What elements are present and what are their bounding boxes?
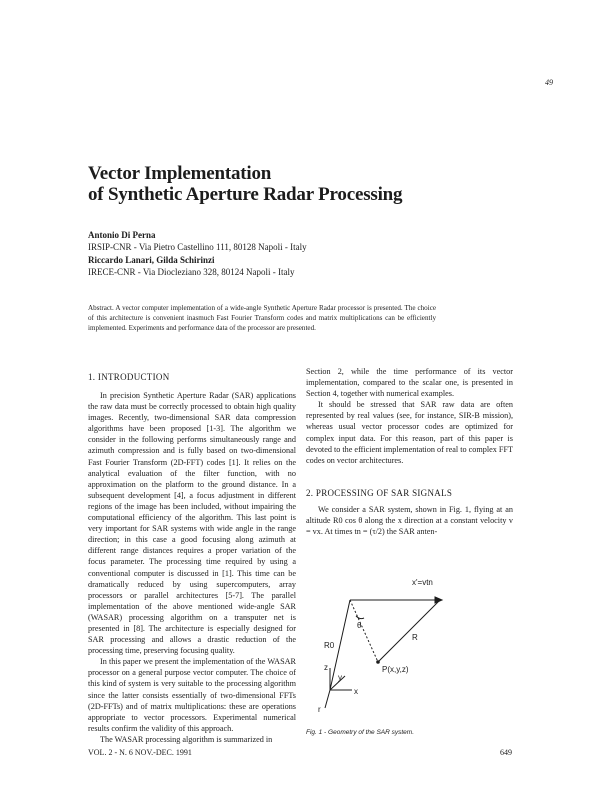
author-affiliation: IRSIP-CNR - Via Pietro Castellino 111, 80128 Napoli - Italy xyxy=(88,242,307,252)
label-z: z xyxy=(324,663,328,672)
r-axis xyxy=(325,690,330,708)
label-top: x'=vtn xyxy=(412,578,433,587)
label-r: R xyxy=(412,633,418,642)
paragraph: Section 2, while the time performance of its vector implementation, compared to the scalar one, is presented in Section 4, together with numerical examples. xyxy=(306,367,513,399)
paragraph: It should be stressed that SAR raw data are often represented by real values (see, for instance, SIR-B mission), whereas usual vector processor codes are optimized for complex input data. For this reason, part of this paper is devoted to the efficient implementation of real to complex FFT codes on vector architectures. xyxy=(306,400,513,465)
author-affiliation: IRECE-CNR - Via Diocleziano 328, 80124 Napoli - Italy xyxy=(88,267,295,277)
paragraph: In this paper we present the implementation of the WASAR processor on a general purpose vector computer. The choice of this kind of system is very suitable to the processing algorithm since the latter consists essentially of two-dimensional FFTs (2D-FFTs) and of matrix multiplications: these are operations appropriate to vector processors. Experimental numerical results confirm the validity of this approach. xyxy=(88,657,296,733)
paragraph: The WASAR processing algorithm is summarized in xyxy=(100,734,273,744)
footer-journal-info: VOL. 2 - N. 6 NOV.-DEC. 1991 xyxy=(88,748,192,757)
title-line-1: Vector Implementation xyxy=(88,163,272,184)
author-name: Antonio Di Perna xyxy=(88,230,156,240)
target-point xyxy=(376,660,380,664)
abstract: Abstract. A vector computer implementation of a wide-angle Synthetic Aperture Radar processor is presented. The choice of this architecture is convenient inasmuch Fast Fourier Transform codes and matrix multiplications can be efficiently implemented. Experiments and performance data of the processor are presented. xyxy=(88,304,436,332)
author-name: Riccardo Lanari, Gilda Schirinzi xyxy=(88,255,215,265)
label-r0: R0 xyxy=(324,641,335,650)
section-2-text xyxy=(306,504,513,537)
label-origin: r xyxy=(318,705,321,714)
r-line xyxy=(378,600,440,662)
paragraph: We consider a SAR system, shown in Fig. 1, flying at an altitude R0 cos θ along the x direction at a constant velocity v = vx. At times tn = (τ/2) the SAR anten- xyxy=(306,505,513,537)
right-column xyxy=(306,366,513,466)
figure-caption: Fig. 1 - Geometry of the SAR system. xyxy=(306,729,415,736)
title-line-2: of Synthetic Aperture Radar Processing xyxy=(88,184,403,205)
paragraph: In precision Synthetic Aperture Radar (SAR) applications the raw data must be correctly processed to obtain high quality images. Recently, two-dimensional SAR data compression algorithms have been proposed [1-3]. The algorithm we consider in the following performs simultaneously range and azimuth compression and is fully based on two-dimensional Fast Fourier Transform (2D-FFT) codes [1]. It relies on the analytical evaluation of the filter function, with no approximation on the platform to the ground distance. In a subsequent development [4], a focus adjustment in different regions of the image has been included, without impairing the computational efficiency of the algorithm. This last point is very important for SAR systems with wide angle in the range direction; in this case a good focusing along azimuth at different range distances requires a proper variation of the focus parameter. The processing time required by using a conventional computer is discussed in [1]. This time can be dramatically reduced by using supercomputers, array processors or parallel architectures [5-7]. The parallel implementation of the above mentioned wide-angle SAR (WASAR) processing algorithm on a transputer net is presented in [8]. The architecture is especially designed for SAR processing and allows a drastic reduction of the processing time, preserving focusing quality. xyxy=(88,391,296,656)
author-block-2 xyxy=(88,254,295,278)
author-block-1 xyxy=(88,229,307,253)
left-column xyxy=(88,390,296,745)
theta-dashed-line xyxy=(350,600,378,662)
sar-geometry-figure xyxy=(300,540,520,740)
section-2-heading: 2. PROCESSING OF SAR SIGNALS xyxy=(306,488,453,498)
label-y: y xyxy=(338,673,342,682)
paper-title xyxy=(88,163,402,205)
section-1-heading: 1. INTRODUCTION xyxy=(88,372,170,382)
label-point: P(x,y,z) xyxy=(382,665,409,674)
page-number-top: 49 xyxy=(545,78,553,87)
label-x: x xyxy=(354,687,358,696)
footer-page-number: 649 xyxy=(500,748,512,757)
label-theta: θ xyxy=(357,621,362,630)
